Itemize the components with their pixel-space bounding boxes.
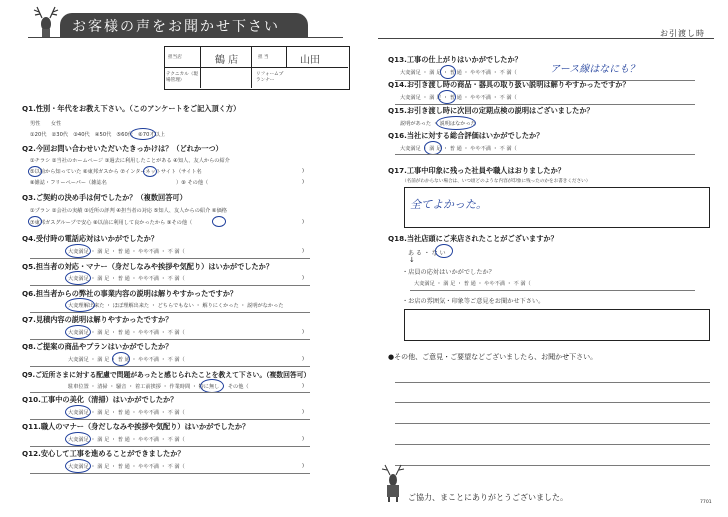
q18-answer: あ る ・ な い <box>408 250 446 257</box>
q10-mark <box>65 405 91 419</box>
q8-mark <box>112 352 130 366</box>
planner-label: リフォームプランナー <box>256 72 284 83</box>
q17-handwriting: 全てよかった。 <box>410 198 487 211</box>
q9-mark <box>200 379 224 393</box>
q16-scale: 大変満足 ・ 満 足 ・ 普 通 ・ やや不満 ・ 不 満（ <box>400 146 517 152</box>
q18-title: Q18.当社店頭にご来店されたことがございますか？ <box>388 234 558 243</box>
q13-title: Q13.工事の仕上がりはいかがでしたか？ <box>388 55 522 64</box>
q13-mark <box>440 65 456 79</box>
q7-mark <box>65 325 91 339</box>
q11-title: Q11.職人のマナー（身だしなみや挨拶や気配り）はいかがでしたか？ <box>22 422 250 431</box>
q9-title: Q9.ご近所さまに対する配慮で問題があったと感じられたことを教えて下さい。（複数回答可） <box>22 371 311 379</box>
q14-mark <box>438 90 456 104</box>
q2-option-line3b: ）⑨ その他（ <box>176 180 209 186</box>
reindeer-footer-icon <box>380 463 406 503</box>
tech-label: テクニカル（現場管理） <box>166 72 198 83</box>
q17-note: （名前がわからない場合は、いつ頃どのような内容が印象に残ったのかをお書きください） <box>402 179 591 184</box>
q15-mark <box>436 116 476 130</box>
q5-mark <box>65 271 91 285</box>
q11-scale: 大変満足 ・ 満 足 ・ 普 通 ・ やや不満 ・ 不 満（ <box>68 437 185 443</box>
q2-mark-2 <box>143 166 157 177</box>
store-value: 鶴 店 <box>215 55 239 66</box>
q2-option-line1: ①チラシ ②当社のホームページ ③過去に利用したことがある ④知人、友人からの紹介 <box>30 158 230 164</box>
q7-title: Q7.見積内容の説明は解りやすかったですか？ <box>22 315 173 324</box>
q6-scale: 大変理解出来た ・ ほぼ理解出来た ・ どちらでもない ・ 解りにくかった ・ 説明がなかった <box>68 303 284 309</box>
q3-mark-2 <box>212 216 226 227</box>
q13-scale: 大変満足 ・ 満 足 ・ 普 通 ・ やや不満 ・ 不 満（ <box>400 70 517 76</box>
q10-scale: 大変満足 ・ 満 足 ・ 普 通 ・ やや不満 ・ 不 満（ <box>68 410 185 416</box>
reindeer-logo-icon <box>28 4 64 38</box>
q2-title: Q2.今回お問い合わせいただいたきっかけは？（どれか一つ） <box>22 144 223 153</box>
q15-scale: 説明があった ・ 説明はなかった <box>400 121 476 127</box>
q17-title: Q17.工事中印象に残った社員や職人はおりましたか？ <box>388 166 565 175</box>
q18-sub1-scale: 大変満足 ・ 満 足 ・ 普 通 ・ やや不満 ・ 不 満（ <box>414 281 531 287</box>
q16-title: Q16.当社に対する総合評価はいかがでしたか？ <box>388 131 544 140</box>
q12-title: Q12.安心して工事を進めることができましたか？ <box>22 449 185 458</box>
q8-title: Q8.ご提案の商品やプランはいかがでしたか？ <box>22 342 173 351</box>
q2-mark <box>28 166 42 177</box>
q3-title: Q3.ご契約の決め手は何でしたか？（複数回答可） <box>22 193 187 202</box>
page-title: お客様の声をお聞かせ下さい <box>72 19 280 35</box>
q15-title: Q15.お引き渡し時に次回の定期点検の説明はございましたか？ <box>388 106 594 115</box>
q4-title: Q4.受付時の電話応対はいかがでしたか？ <box>22 234 159 243</box>
q16-mark <box>424 141 442 155</box>
q1-gender: 男性 女性 <box>30 121 62 127</box>
q6-mark <box>65 298 95 312</box>
q18-sub1: ・店員の応対はいかがでしたか？ <box>402 269 495 276</box>
q14-scale: 大変満足 ・ 満 足 ・ 普 通 ・ やや不満 ・ 不 満（ <box>400 95 517 101</box>
rep-value: 山田 <box>300 55 320 66</box>
q14-title: Q14.お引き渡し時の商品・器具の取り扱い説明は解りやすかったですか？ <box>388 80 630 89</box>
q2-option-line2: ⑤以前から知っていた ⑥東邦ガスから ⑦インターネットサイト（サイト名 <box>30 169 202 175</box>
q5-title: Q5.担当者の対応・マナー（身だしなみや挨拶や気配り）はいかがでしたか？ <box>22 262 274 271</box>
q13-handwriting: アース線はなにも？ <box>550 64 640 75</box>
q1-ages: ①20代 ②30代 ③40代 ④50代 ⑤60代 ⑥70才以上 <box>30 132 165 138</box>
right-title: お引渡し時 <box>660 29 705 38</box>
q6-title: Q6.担当者からの弊社の事業内容の説明は解りやすかったですか？ <box>22 289 238 298</box>
other-title: ●その他、ご意見・ご要望などございましたら、お聞かせ下さい。 <box>388 353 598 361</box>
q12-mark <box>65 459 91 473</box>
q4-mark <box>65 244 91 258</box>
form-code: 7701 <box>700 500 712 505</box>
q4-scale: 大変満足 ・ 満 足 ・ 普 通 ・ やや不満 ・ 不 満（ <box>68 249 185 255</box>
rep-label: 担 当 <box>258 55 269 60</box>
store-label: 担当店 <box>168 55 182 60</box>
q1-age-mark <box>130 128 156 140</box>
q5-scale: 大変満足 ・ 満 足 ・ 普 通 ・ やや不満 ・ 不 満（ <box>68 276 185 282</box>
q18-arrow-icon: ↓ <box>409 256 415 264</box>
q9-scale: 駐車位置 ・ 清掃 ・ 騒音 ・ 着工前挨拶 ・ 作業時間 ・ 特に無し ・ その他（ <box>68 384 249 390</box>
q2-option-line3: ⑧雑誌・フリーペーパー（雑誌名 <box>30 180 107 186</box>
q18-mark <box>435 244 453 258</box>
q10-title: Q10.工事中の美化（清掃）はいかがでしたか？ <box>22 395 178 404</box>
q18-sub2: ・お店の雰囲気・印象等ご意見をお聞かせ下さい。 <box>402 298 545 305</box>
q3-option-line2: ⑦東邦ガスグループで安心 ⑧以前に利用して良かったから ⑨その他（ <box>30 220 193 226</box>
q7-scale: 大変満足 ・ 満 足 ・ 普 通 ・ やや不満 ・ 不 満（ <box>68 330 185 336</box>
thanks-message: ご協力、まことにありがとうございました。 <box>408 493 568 502</box>
q18-comment-box <box>404 309 710 341</box>
q8-scale: 大変満足 ・ 満 足 ・ 普 通 ・ やや不満 ・ 不 満（ <box>68 357 185 363</box>
q11-mark <box>65 432 91 446</box>
q1-title: Q1.性別・年代をお教え下さい。（このアンケートをご記入頂く方） <box>22 104 241 113</box>
q12-scale: 大変満足 ・ 満 足 ・ 普 通 ・ やや不満 ・ 不 満（ <box>68 464 185 470</box>
q3-mark <box>28 216 42 227</box>
q3-option-line1: ①プラン ②会社の実績 ③近所の評判 ④担当者の対応 ⑤知人、友人からの紹介 ⑥価格 <box>30 208 227 214</box>
